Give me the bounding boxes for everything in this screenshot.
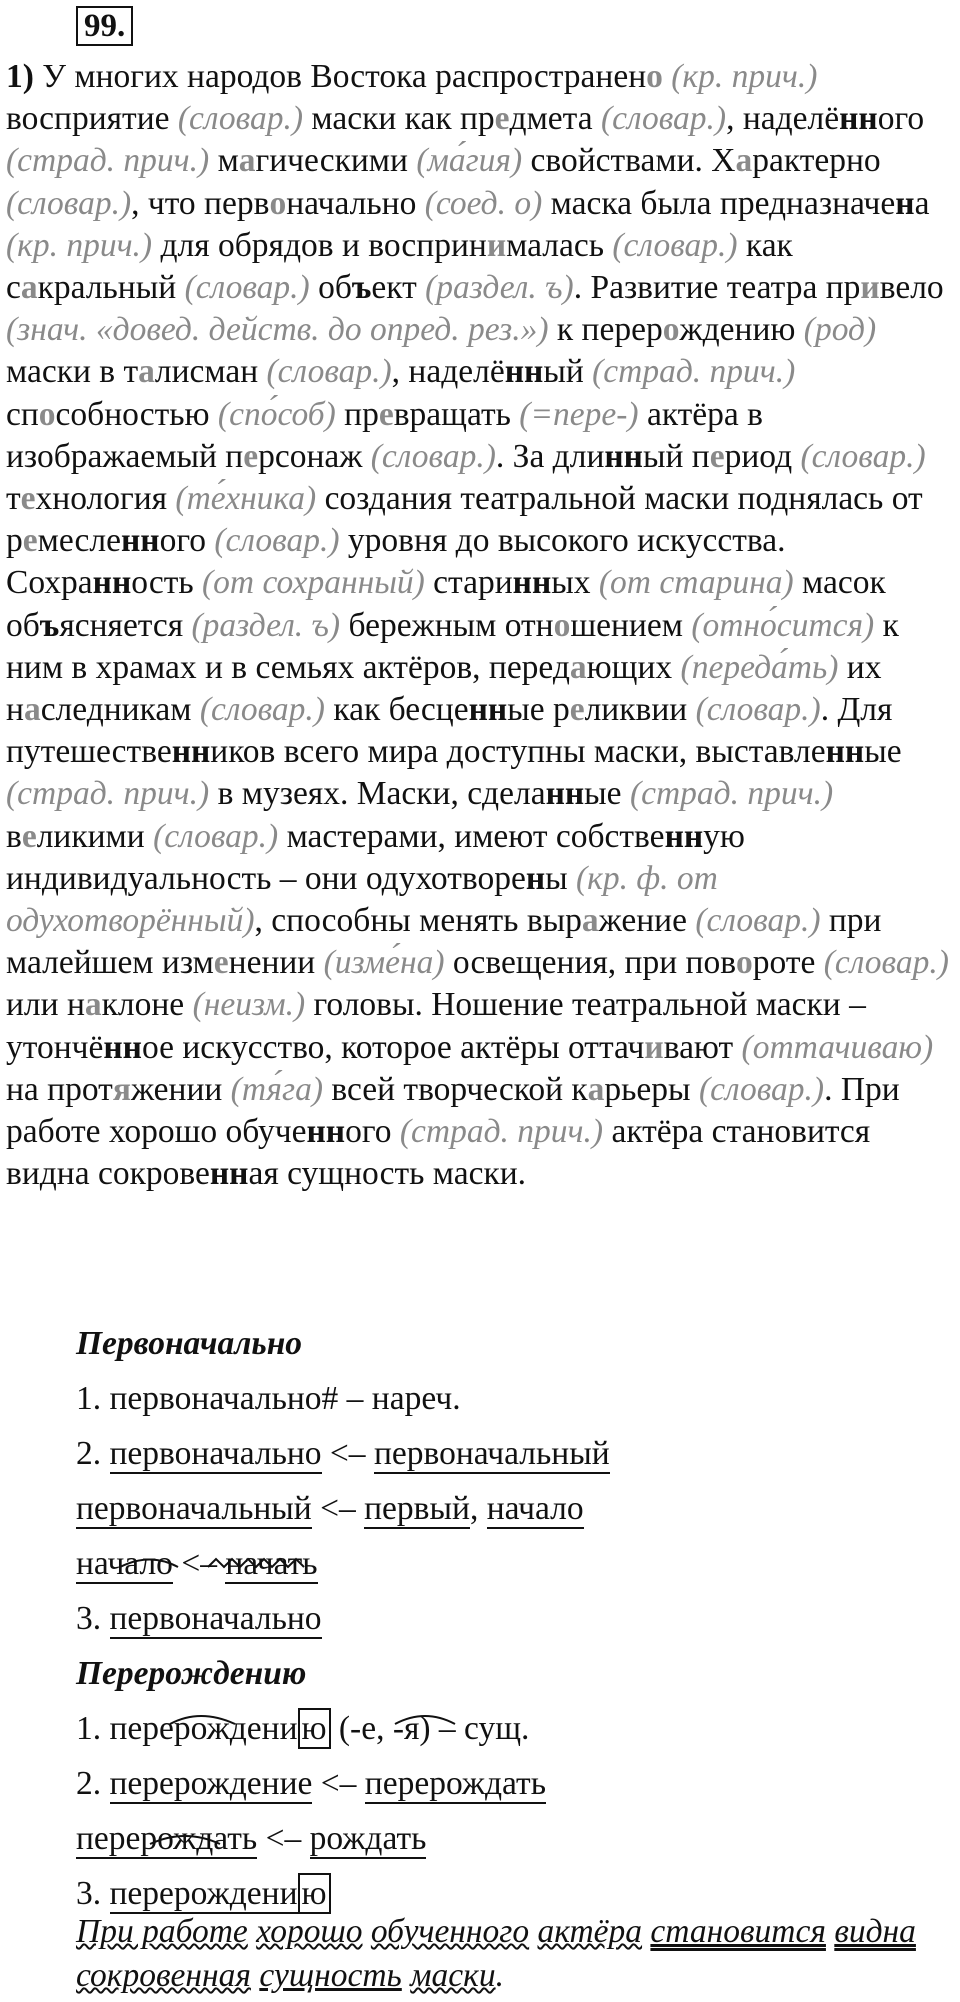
text-run: или н	[6, 986, 85, 1024]
text-run: освещения, при пов	[444, 944, 737, 982]
text-run: месле	[37, 522, 121, 560]
predicate-part: видна	[834, 1913, 916, 1950]
grammar-comment: (соед. о)	[424, 184, 543, 222]
text-run: , наделё	[726, 100, 840, 138]
grammar-comment: (словар.)	[199, 691, 325, 729]
checked-vowel: о	[736, 944, 753, 982]
grammar-comment: (кр. прич.)	[671, 58, 818, 95]
checked-vowel: я	[112, 1070, 131, 1108]
text-run: , наделё	[391, 353, 505, 391]
grammar-comment: (переда́ть)	[680, 648, 839, 686]
text-run: У многих народов Востока распространен	[33, 58, 647, 95]
grammar-comment: (род)	[803, 311, 877, 349]
checked-vowel: о	[646, 58, 663, 95]
ending-box: ю	[298, 1873, 331, 1914]
text-run: гическими	[255, 142, 417, 180]
word1-step2b	[76, 1481, 946, 1536]
text-run: хнология	[35, 480, 176, 518]
highlighted-letters: нн	[468, 691, 508, 729]
grammar-comment: (страд. прич.)	[6, 775, 210, 813]
attribute-noun: маски	[410, 1957, 496, 1994]
grammar-comment: (знач. «довед. действ. до опред. рез.»)	[6, 311, 549, 349]
text-run: уровня до высокого искусства.	[339, 522, 786, 560]
grammar-comment: (неизм.)	[192, 986, 306, 1024]
text-run: Сохра	[6, 564, 93, 602]
arrow: <–	[312, 1765, 365, 1802]
text-run: ого	[159, 522, 215, 560]
checked-vowel: о	[662, 311, 680, 349]
checked-vowel: е	[494, 100, 510, 138]
parsed-sentence	[76, 1910, 956, 1998]
text-run: ую индивидуальность – они одухотворе	[6, 817, 745, 897]
word1-heading: Первоначально	[76, 1325, 303, 1362]
highlighted-letters: нн	[306, 1113, 346, 1151]
text-run: вают	[663, 1028, 742, 1066]
text-run: . За дли	[495, 437, 605, 475]
adverbial-modifier: При работе	[76, 1913, 248, 1950]
derived-word: первоначальный	[76, 1490, 312, 1527]
checked-vowel: е	[378, 395, 394, 433]
derived-word: перерождение	[109, 1765, 313, 1802]
grammar-comment: (оттачиваю)	[741, 1028, 934, 1066]
highlighted-letters: нн	[839, 100, 878, 138]
text-run: как бесце	[324, 691, 469, 729]
step-label: 2.	[76, 1435, 110, 1472]
highlighted-letters: ъ	[39, 606, 60, 644]
grammar-comment: (словар.)	[695, 691, 821, 729]
highlighted-letters: нн	[545, 775, 585, 813]
text-run: создания театральной маски поднялась от р	[6, 480, 923, 560]
text-run: ые	[864, 733, 902, 771]
text-run: т	[6, 480, 21, 518]
text-run: в музеях. Маски, сдела	[209, 775, 546, 813]
arrow: <–	[257, 1820, 310, 1857]
attribute-participle: обученного	[370, 1913, 530, 1950]
text-run: пр	[335, 395, 379, 433]
grammar-comment: (словар.)	[177, 100, 304, 138]
highlighted-letters: нн	[209, 1155, 249, 1193]
grammar-comment: (страд. прич.)	[629, 775, 834, 813]
checked-vowel: а	[84, 986, 102, 1024]
grammar-comment: (изме́на)	[323, 944, 445, 982]
word-stem: 1. перерождени	[76, 1710, 298, 1747]
checked-vowel: а	[569, 648, 587, 686]
text-run: при малейшем изм	[6, 902, 882, 982]
text-run: рактерно	[752, 142, 881, 180]
highlighted-letters: ъ	[351, 269, 372, 307]
highlighted-letters: нн	[604, 437, 643, 475]
sentence-end: .	[495, 1957, 504, 1994]
text-run: сп	[6, 395, 39, 433]
text-run: . Для путешестве	[6, 691, 893, 771]
highlighted-letters: н	[525, 859, 546, 897]
grammar-comment: (словар.)	[214, 522, 340, 560]
text-run: ого	[345, 1113, 400, 1151]
word1-step1: 1. первоначально# – нареч.	[76, 1380, 461, 1417]
text-run: иков всего мира доступны маски, выставле	[210, 733, 826, 771]
arrow: <–	[172, 1545, 226, 1582]
text-run: клоне	[101, 986, 193, 1024]
checked-vowel: и	[644, 1028, 664, 1066]
separator: ,	[469, 1490, 487, 1527]
exercise-paragraph	[6, 56, 956, 1195]
text-run: , что перв	[131, 184, 270, 222]
checked-vowel: е	[22, 522, 38, 560]
grammar-comment: (словар.)	[153, 817, 279, 855]
text-run: вращать	[393, 395, 520, 433]
checked-vowel: о	[553, 606, 571, 644]
step-label: 2.	[76, 1765, 110, 1802]
checked-vowel: и	[860, 269, 880, 307]
checked-vowel: о	[38, 395, 56, 433]
text-run: для обрядов и восприн	[152, 226, 487, 264]
grammar-comment: (словар.)	[800, 437, 926, 475]
text-run: масок об	[6, 564, 886, 644]
text-run: ый	[543, 353, 593, 391]
grammar-comment: (от старина)	[598, 564, 794, 602]
checked-vowel: е	[213, 944, 229, 982]
text-run: ждению	[679, 311, 804, 349]
text-run: к перер	[548, 311, 663, 349]
checked-vowel: е	[243, 437, 259, 475]
text-run: как с	[6, 226, 793, 307]
text-run: лисман	[154, 353, 267, 391]
checked-vowel: и	[486, 226, 507, 264]
highlighted-letters: нн	[512, 564, 552, 602]
text-run	[663, 58, 671, 95]
text-run: всей творческой к	[322, 1070, 588, 1108]
grammar-comment: (словар.)	[823, 944, 949, 982]
text-run: об	[309, 269, 352, 307]
text-run: маски в т	[6, 353, 139, 391]
grammar-comment: (кр. ф. от одухотворённый)	[6, 859, 718, 940]
grammar-comment: (словар.)	[612, 226, 738, 264]
text-run: ые р	[507, 691, 570, 729]
word1-step3	[76, 1591, 946, 1646]
text-run: . При работе хорошо обуче	[6, 1070, 900, 1151]
word2-step2b	[76, 1811, 946, 1866]
text-run: ющих	[586, 648, 681, 686]
text-run: шением	[570, 606, 692, 644]
text-run: ый п	[642, 437, 710, 475]
text-run: вело	[879, 269, 944, 307]
text-run: восприятие	[6, 100, 178, 138]
text-run: , способны менять выр	[254, 902, 582, 940]
text-run: ы	[545, 859, 577, 897]
grammar-comment: (словар.)	[370, 437, 496, 475]
highlighted-letters: нн	[504, 353, 544, 391]
text-run: а	[914, 184, 930, 222]
predicate: становится	[650, 1913, 826, 1950]
text-run: дмета	[509, 100, 601, 138]
checked-vowel: а	[20, 269, 38, 307]
highlighted-letters: 1)	[6, 58, 34, 95]
source-word: начало	[486, 1490, 584, 1527]
grammar-comment: (словар.)	[184, 269, 310, 307]
highlighted-letters: нн	[171, 733, 211, 771]
checked-vowel: а	[23, 691, 41, 729]
word2-step1	[76, 1701, 946, 1756]
text-run: ость	[131, 564, 202, 602]
text-run: ект	[371, 269, 426, 307]
text-run: их н	[6, 648, 882, 729]
highlighted-letters: нн	[664, 817, 704, 855]
grammar-comment: (словар.)	[695, 902, 821, 940]
subject: сущность	[259, 1957, 402, 1994]
checked-vowel: е	[21, 817, 37, 855]
highlighted-letters: нн	[103, 1028, 142, 1066]
text-run: актёра становится видна сокрове	[6, 1113, 871, 1193]
text-run: нении	[228, 944, 324, 982]
arrow: <–	[311, 1490, 365, 1527]
grammar-comment: (раздел. ъ)	[191, 606, 341, 644]
grammar-comment: (ма́гия)	[416, 142, 523, 180]
text-run: маска была предназначе	[542, 184, 896, 222]
checked-vowel: е	[569, 691, 585, 729]
highlighted-letters: н	[895, 184, 915, 222]
morpheme-parsed-word: первоначально	[109, 1600, 322, 1637]
word1-step2	[76, 1426, 946, 1481]
checked-vowel: е	[709, 437, 725, 475]
text-run: рсонаж	[258, 437, 371, 475]
text-run: . Развитие театра пр	[573, 269, 861, 307]
step-label: 3.	[76, 1600, 110, 1637]
grammar-comment: (тя́га)	[230, 1070, 323, 1108]
text-run: маски как пр	[303, 100, 495, 138]
grammar-comment: (словар.)	[266, 353, 392, 391]
text-run: к ним в храмах и в семьях актёров, перед	[6, 606, 899, 686]
text-run: свойствами. Х	[522, 142, 736, 180]
text-run: актёра в изображаемый п	[6, 395, 763, 475]
derived-word: перерождать	[76, 1820, 258, 1857]
exercise-text	[6, 56, 956, 1195]
grammar-comment: (кр. прич.)	[6, 226, 153, 264]
text-run: ликвии	[584, 691, 696, 729]
ending-box: ю	[298, 1708, 331, 1749]
text-run: ликими	[36, 817, 154, 855]
attribute: сокровенная	[76, 1957, 251, 1994]
text-run: на прот	[6, 1070, 113, 1108]
checked-vowel: а	[587, 1070, 605, 1108]
grammar-comment: (словар.)	[6, 184, 132, 222]
adverbial-modifier: хорошо	[256, 1913, 363, 1950]
grammar-comment: (от сохранный)	[202, 564, 425, 602]
checked-vowel: а	[581, 902, 599, 940]
text-run: собностью	[55, 395, 218, 433]
text-run: роте	[752, 944, 824, 982]
step-label: 3.	[76, 1875, 110, 1912]
text-run: ая сущность маски.	[248, 1155, 527, 1193]
text-run: в	[6, 817, 22, 855]
attribute: актёра	[537, 1913, 643, 1950]
word2-step2	[76, 1756, 946, 1811]
grammar-comment: (те́хника)	[175, 480, 317, 518]
text-run: риод	[724, 437, 801, 475]
word1-step2c	[76, 1536, 946, 1591]
word2-heading: Перерождению	[76, 1655, 307, 1692]
highlighted-letters: нн	[92, 564, 132, 602]
checked-vowel: а	[238, 142, 256, 180]
text-run: ые	[584, 775, 630, 813]
source-word: перерождать	[364, 1765, 546, 1802]
checked-vowel: о	[269, 184, 287, 222]
highlighted-letters: нн	[120, 522, 160, 560]
checked-vowel: е	[20, 480, 36, 518]
text-run: головы. Ношение театральной маски – утончё	[6, 986, 866, 1066]
checked-vowel: а	[735, 142, 753, 180]
text-run: ых	[551, 564, 599, 602]
grammar-comment: (спо́соб)	[217, 395, 336, 433]
derived-word: первоначально	[109, 1435, 322, 1472]
highlighted-letters: нн	[825, 733, 865, 771]
source-word: начать	[225, 1545, 318, 1582]
grammar-comment: (страд. прич.)	[592, 353, 796, 391]
text-run: кральный	[37, 269, 185, 307]
source-word: рождать	[309, 1820, 427, 1857]
grammar-comment: (словар.)	[600, 100, 727, 138]
checked-vowel: а	[138, 353, 155, 391]
text-run: малась	[506, 226, 613, 264]
morpheme-parsed-word: перерождени	[109, 1875, 298, 1912]
source-word: первый	[364, 1490, 470, 1527]
grammar-comment: (=пере-)	[519, 395, 639, 433]
morphemic-analysis	[76, 1316, 946, 1921]
text-run: начально	[286, 184, 425, 222]
source-word: первоначальный	[373, 1435, 610, 1472]
grammar-comment: (словар.)	[698, 1070, 825, 1108]
text-run: жении	[130, 1070, 231, 1108]
text-run: рьеры	[604, 1070, 699, 1108]
grammar-comment: (страд. прич.)	[399, 1113, 604, 1151]
text-run: жение	[598, 902, 696, 940]
text-run: мастерами, имеют собстве	[278, 817, 665, 855]
text-run: следникам	[40, 691, 200, 729]
word-forms: (-е, -я) – сущ.	[330, 1710, 530, 1747]
exercise-number: 99.	[76, 6, 133, 46]
text-run: ого	[877, 100, 925, 138]
text-run: ясняется	[59, 606, 192, 644]
derived-word: начало	[76, 1545, 173, 1582]
text-run: м	[209, 142, 239, 180]
grammar-comment: (отно́сится)	[691, 606, 875, 644]
text-run: бережным отн	[340, 606, 554, 644]
grammar-comment: (раздел. ъ)	[425, 269, 574, 307]
grammar-comment: (страд. прич.)	[6, 142, 210, 180]
text-run: ое искусство, которое актёры оттач	[141, 1028, 645, 1066]
text-run: стари	[424, 564, 513, 602]
arrow: <–	[321, 1435, 374, 1472]
